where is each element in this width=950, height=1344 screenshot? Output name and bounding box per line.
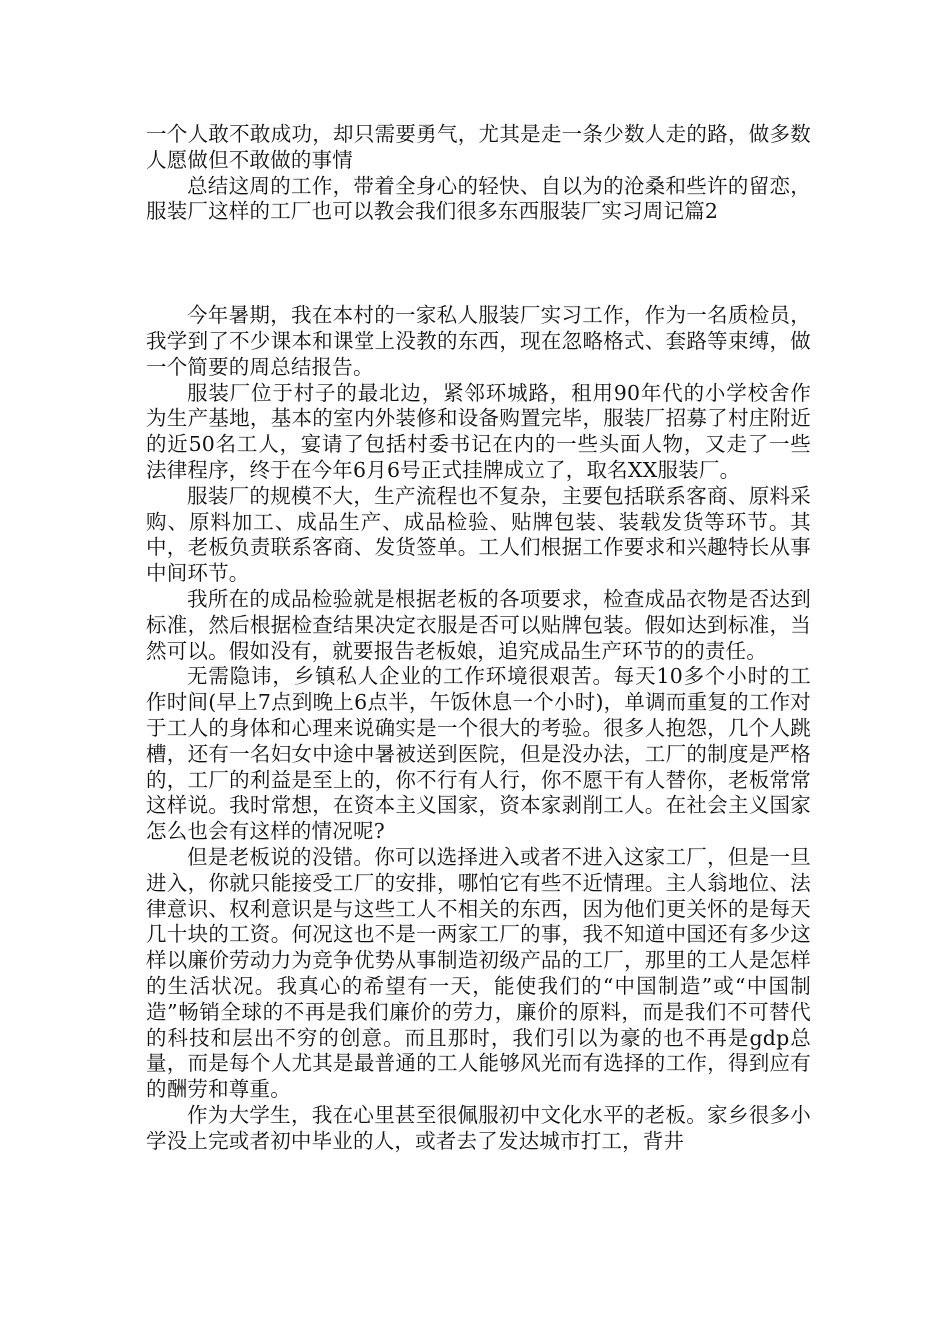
- paragraph-work-environment: 无需隐讳，乡镇私人企业的工作环境很艰苦。每天10多个小时的工作时间(早上7点到晚上6点半，午饭休息一个小时)，单调而重复的工作对于工人的身体和心理来说确实是一个很大的考验。很多人抱怨，几个人跳槽，还有一名妇女中途中暑被送到医院，但是没办法，工厂的制度是严格的，工厂的利益是至上的，你不行有人行，你不愿干有人替你，老板常常这样说。我时常想，在资本主义国家，资本家剥削工人。在社会主义国家怎么也会有这样的情况呢?: [146, 664, 811, 844]
- paragraph-factory-location: 服装厂位于村子的最北边，紧邻环城路，租用90年代的小学校舍作为生产基地，基本的室内外装修和设备购置完毕，服装厂招募了村庄附近的近50名工人，宴请了包括村委书记在内的一些头面人物，又走了一些法律程序，终于在今年6月6号正式挂牌成立了，取名XX服装厂。: [146, 380, 811, 482]
- paragraph-production-flow: 服装厂的规模不大，生产流程也不复杂，主要包括联系客商、原料采购、原料加工、成品生产、成品检验、贴牌包装、装载发货等环节。其中，老板负责联系客商、发货签单。工人们根据工作要求和兴趣特长从事中间环节。: [146, 483, 811, 586]
- document-page: [146, 122, 811, 1154]
- paragraph-college-student: 作为大学生，我在心里甚至很佩服初中文化水平的老板。家乡很多小学没上完或者初中毕业的人，或者去了发达城市打工，背井: [146, 1102, 811, 1153]
- paragraph-week-summary: 总结这周的工作，带着全身心的轻快、自以为的沧桑和些许的留恋，服装厂这样的工厂也可以教会我们很多东西服装厂实习周记篇2: [146, 173, 811, 224]
- paragraph-intro: 今年暑期，我在本村的一家私人服装厂实习工作，作为一名质检员，我学到了不少课本和课堂上没教的东西，现在忽略格式、套路等束缚，做一个简要的周总结报告。: [146, 303, 811, 379]
- paragraph-quality-inspection: 我所在的成品检验就是根据老板的各项要求，检查成品衣物是否达到标准，然后根据检查结果决定衣服是否可以贴牌包装。假如达到标准，当然可以。假如没有，就要报告老板娘，追究成品生产环节的的责任。: [146, 586, 811, 663]
- section-gap: [146, 225, 811, 303]
- paragraph-courage: 一个人敢不敢成功，却只需要勇气，尤其是走一条少数人走的路，做多数人愿做但不敢做的事情: [146, 122, 811, 172]
- paragraph-boss-opinion: 但是老板说的没错。你可以选择进入或者不进入这家工厂，但是一旦进入，你就只能接受工厂的安排，哪怕它有些不近情理。主人翁地位、法律意识、权利意识是与这些工人不相关的东西，因为他们更关怀的是每天几十块的工资。何况这也不是一两家工厂的事，我不知道中国还有多少这样以廉价劳动力为竞争优势从事制造初级产品的工厂，那里的工人是怎样的生活状况。我真心的希望有一天，能使我们的“中国制造”或“中国制造”畅销全球的不再是我们廉价的劳力，廉价的原料，而是我们不可替代的科技和层出不穷的创意。而且那时，我们引以为豪的也不再是gdp总量，而是每个人尤其是最普通的工人能够风光而有选择的工作，得到应有的酬劳和尊重。: [146, 844, 811, 1102]
